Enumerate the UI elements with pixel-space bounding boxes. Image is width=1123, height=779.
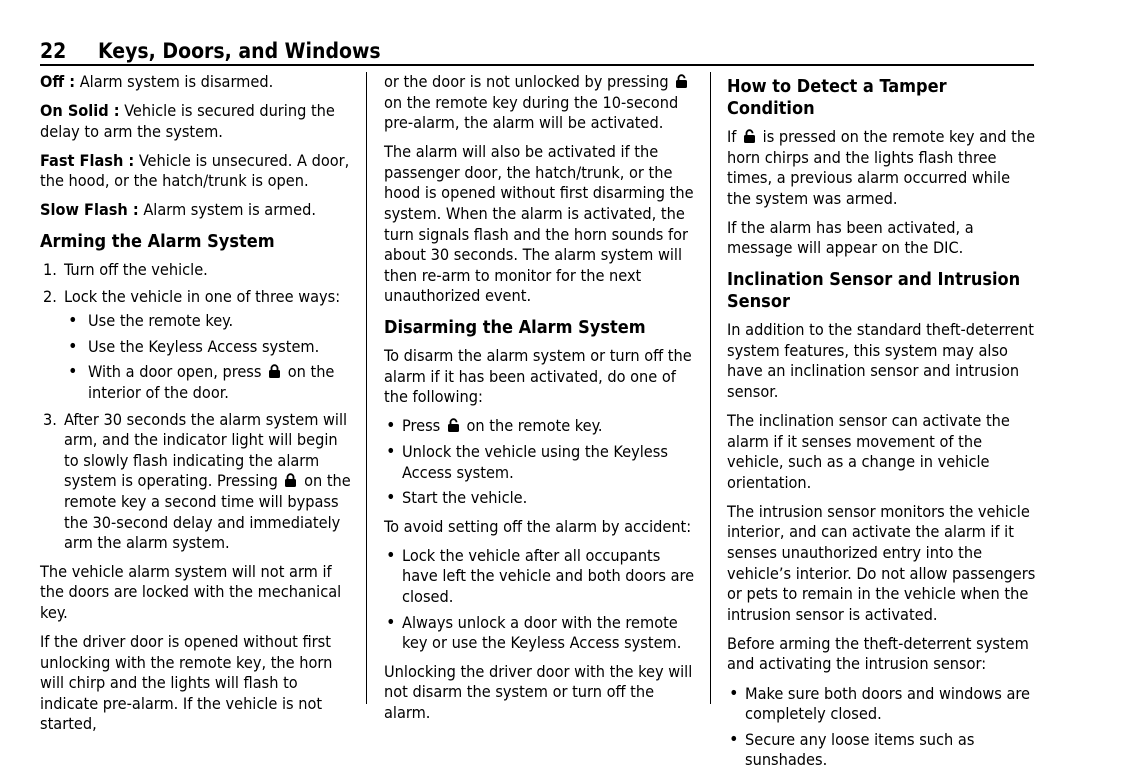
paragraph: The alarm will also be activated if the passenger door, the hatch/trunk, or the hood is opened without first disarming the system. When the alarm is activated, the turn signals flash and the horn sounds for about 30 seconds. The alarm system will then re-arm to monitor for the next unauthorized event. (384, 142, 694, 306)
list-item: 3. After 30 seconds the alarm system will arm, and the indicator light will begin to slowly flash indicating the alarm system is operating. Pressing on the remote key a second time will bypass the 30-second delay and immediately arm the alarm system. (43, 409, 351, 553)
disarming-heading: Disarming the Alarm System (384, 317, 646, 339)
lock-methods-list (64, 311, 352, 403)
status-off: Off : Alarm system is disarmed. (40, 72, 274, 91)
list-item: • With a door open, press on the interior of the door. (64, 362, 352, 403)
avoid-list (384, 546, 696, 654)
status-on-solid: On Solid : Vehicle is secured during the delay to arm the system. (40, 101, 335, 141)
list-item: • Make sure both doors and windows are completely closed. (727, 684, 1037, 725)
list-item: • Always unlock a door with the remote key or use the Keyless Access system. (384, 613, 696, 654)
list-item: • Start the vehicle. (384, 488, 696, 509)
list-item: 1. Turn off the vehicle. (43, 260, 208, 280)
unlock-icon (743, 129, 756, 144)
list-item: • Use the Keyless Access system. (64, 337, 352, 358)
unlock-icon (675, 74, 688, 89)
paragraph: If the driver door is opened without first unlocking with the remote key, the horn will chirp and the lights will flash to indicate pre-alarm. If the vehicle is not started, (40, 632, 333, 734)
arming-steps (40, 260, 352, 554)
list-item: • Press on the remote key. (384, 416, 696, 437)
list-item: • Unlock the vehicle using the Keyless Access system. (384, 442, 696, 483)
unlock-icon (447, 418, 460, 433)
paragraph: To disarm the alarm system or turn off the alarm if it has been activated, do one of the following: (384, 346, 692, 407)
status-slow-flash: Slow Flash : Alarm system is armed. (40, 200, 316, 220)
list-item: • Use the remote key. (64, 311, 352, 332)
paragraph: If is pressed on the remote key and the horn chirps and the lights flash three times, a previous alarm occurred while the system was armed. (727, 127, 1036, 208)
sensor-heading: Inclination Sensor and Intrusion Sensor (727, 269, 1021, 313)
tamper-heading: How to Detect a Tamper Condition (727, 76, 947, 119)
paragraph: If the alarm has been activated, a message will appear on the DIC. (727, 217, 974, 258)
disarm-list (384, 416, 696, 508)
lock-icon (268, 364, 281, 379)
column-divider (366, 72, 367, 704)
column-2 (384, 72, 696, 732)
column-divider (710, 72, 711, 704)
paragraph: The inclination sensor can activate the alarm if it senses movement of the vehicle, such as a change in vehicle orientation. (727, 410, 1010, 492)
list-item: • Secure any loose items such as sunshades. (727, 730, 1037, 771)
paragraph: The intrusion sensor monitors the vehicle interior, and can activate the alarm if it senses unauthorized entry into the vehicle’s interior. Do not allow passengers or pets to remain in the vehicle when the intrusion sensor is activated. (727, 501, 1036, 624)
column-1 (40, 72, 352, 744)
page-title: Keys, Doors, and Windows (98, 39, 381, 63)
paragraph: or the door is not unlocked by pressing on the remote key during the 10-second pre-alarm, the alarm will be activated. (384, 72, 696, 134)
list-item: 2. Lock the vehicle in one of three ways: • Use the remote key. • Use the Keyless Access system. • With a door open, press on the interior of the door. (40, 287, 352, 404)
paragraph: Unlocking the driver door with the key will not disarm the system or turn off the alarm. (384, 661, 693, 722)
page-header (40, 38, 1034, 66)
lock-icon (284, 473, 297, 488)
paragraph: In addition to the standard theft-deterrent system features, this system may also have an inclination sensor and intrusion sensor. (727, 320, 1034, 401)
column-3 (727, 72, 1037, 779)
page-number: 22 (40, 39, 67, 63)
paragraph: Before arming the theft-deterrent system and activating the intrusion sensor: (727, 633, 1029, 674)
arming-heading: Arming the Alarm System (40, 231, 275, 253)
sensor-list (727, 684, 1037, 771)
paragraph: To avoid setting off the alarm by accident: (384, 516, 692, 536)
list-item: • Lock the vehicle after all occupants have left the vehicle and both doors are closed. (384, 546, 696, 608)
status-fast-flash: Fast Flash : Vehicle is unsecured. A door, the hood, or the hatch/trunk is open. (40, 150, 350, 191)
paragraph: The vehicle alarm system will not arm if the doors are locked with the mechanical key. (40, 561, 342, 622)
